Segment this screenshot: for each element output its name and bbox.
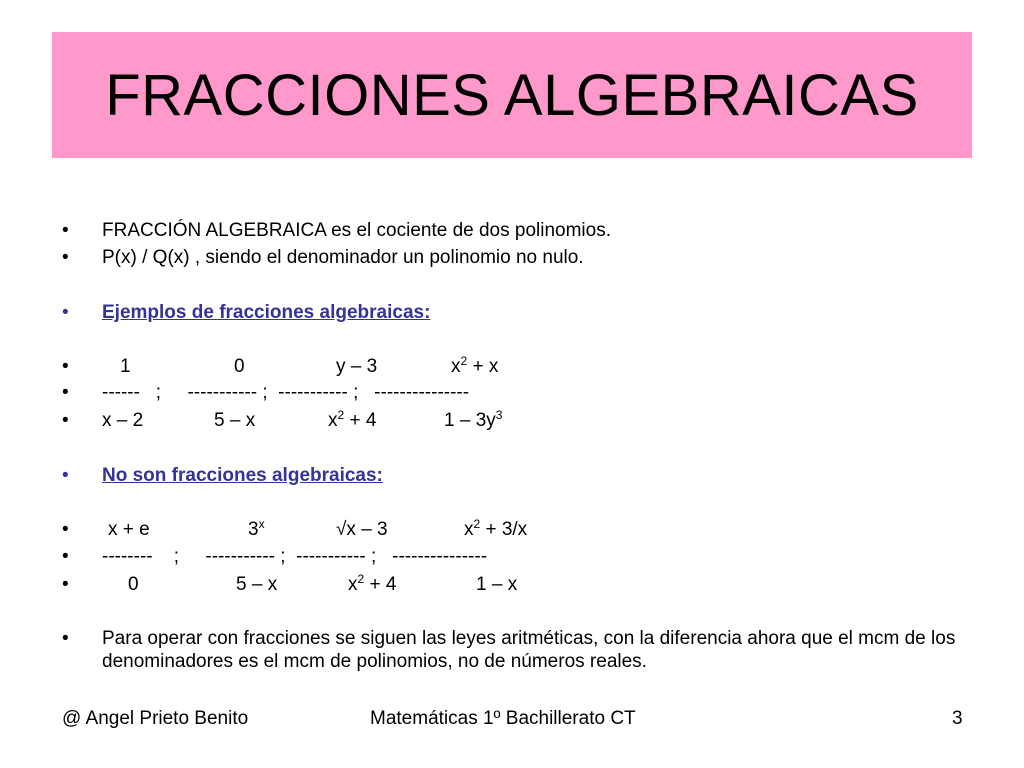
non-example-denominator-2: 5 – x bbox=[236, 574, 278, 595]
examples-fraction-bars: ------ ; ----------- ; ----------- ; --------------- bbox=[102, 382, 470, 403]
footer-author: @ Angel Prieto Benito bbox=[62, 708, 249, 729]
bullet-dot: • bbox=[62, 302, 69, 323]
non-examples-heading: No son fracciones algebraicas: bbox=[102, 465, 383, 486]
non-example-numerator-4: $x^2 + 3/x$ bbox=[464, 517, 528, 540]
non-example-numerator-2: 3$^x$ bbox=[248, 517, 265, 540]
example-denominator-2: 5 – x bbox=[214, 410, 256, 431]
bullet-dot: • bbox=[62, 220, 69, 241]
examples-heading: Ejemplos de fracciones algebraicas: bbox=[102, 302, 431, 323]
notation-text: P(x) / Q(x) , siendo el denominador un polinomio no nulo. bbox=[102, 247, 584, 268]
bullet-dot: • bbox=[62, 574, 69, 595]
closing-paragraph: Para operar con fracciones se siguen las leyes aritméticas, con la diferencia ahora que el mcm de los denominadores es el mcm de polinomios, no de números reales. bbox=[102, 628, 956, 672]
non-examples-fraction-bars: -------- ; ----------- ; ----------- ; --------------- bbox=[102, 546, 488, 567]
example-numerator-3: y – 3 bbox=[336, 356, 378, 377]
bullet-dot: • bbox=[62, 546, 69, 567]
non-example-denominator-3: $x^2 + 4$ bbox=[348, 572, 397, 595]
example-denominator-3: $x^2 + 4$ bbox=[328, 408, 377, 431]
example-numerator-4: $x^2 + x$ bbox=[451, 354, 499, 377]
example-numerator-1: 1 bbox=[120, 356, 131, 377]
footer-page-number: 3 bbox=[952, 708, 963, 729]
title-banner bbox=[52, 32, 972, 158]
bullet-dot: • bbox=[62, 465, 69, 486]
bullet-dot: • bbox=[62, 410, 69, 431]
bullet-dot: • bbox=[62, 356, 69, 377]
bullet-dot: • bbox=[62, 247, 69, 268]
non-example-numerator-1: x + e bbox=[108, 519, 150, 540]
non-example-denominator-1: 0 bbox=[128, 574, 139, 595]
bullet-dot: • bbox=[62, 519, 69, 540]
slide-title: FRACCIONES ALGEBRAICAS bbox=[105, 62, 919, 128]
example-numerator-2: 0 bbox=[234, 356, 245, 377]
example-denominator-1: x – 2 bbox=[102, 410, 144, 431]
non-example-denominator-4: 1 – x bbox=[476, 574, 518, 595]
definition-text: FRACCIÓN ALGEBRAICA es el cociente de dos polinomios. bbox=[102, 220, 612, 241]
bullet-dot: • bbox=[62, 382, 69, 403]
non-example-numerator-3: √x – 3 bbox=[336, 519, 388, 540]
footer-course: Matemáticas 1º Bachillerato CT bbox=[370, 708, 636, 729]
bullet-dot: • bbox=[62, 628, 69, 649]
example-denominator-4: $1 - 3y^3$ bbox=[444, 408, 503, 431]
